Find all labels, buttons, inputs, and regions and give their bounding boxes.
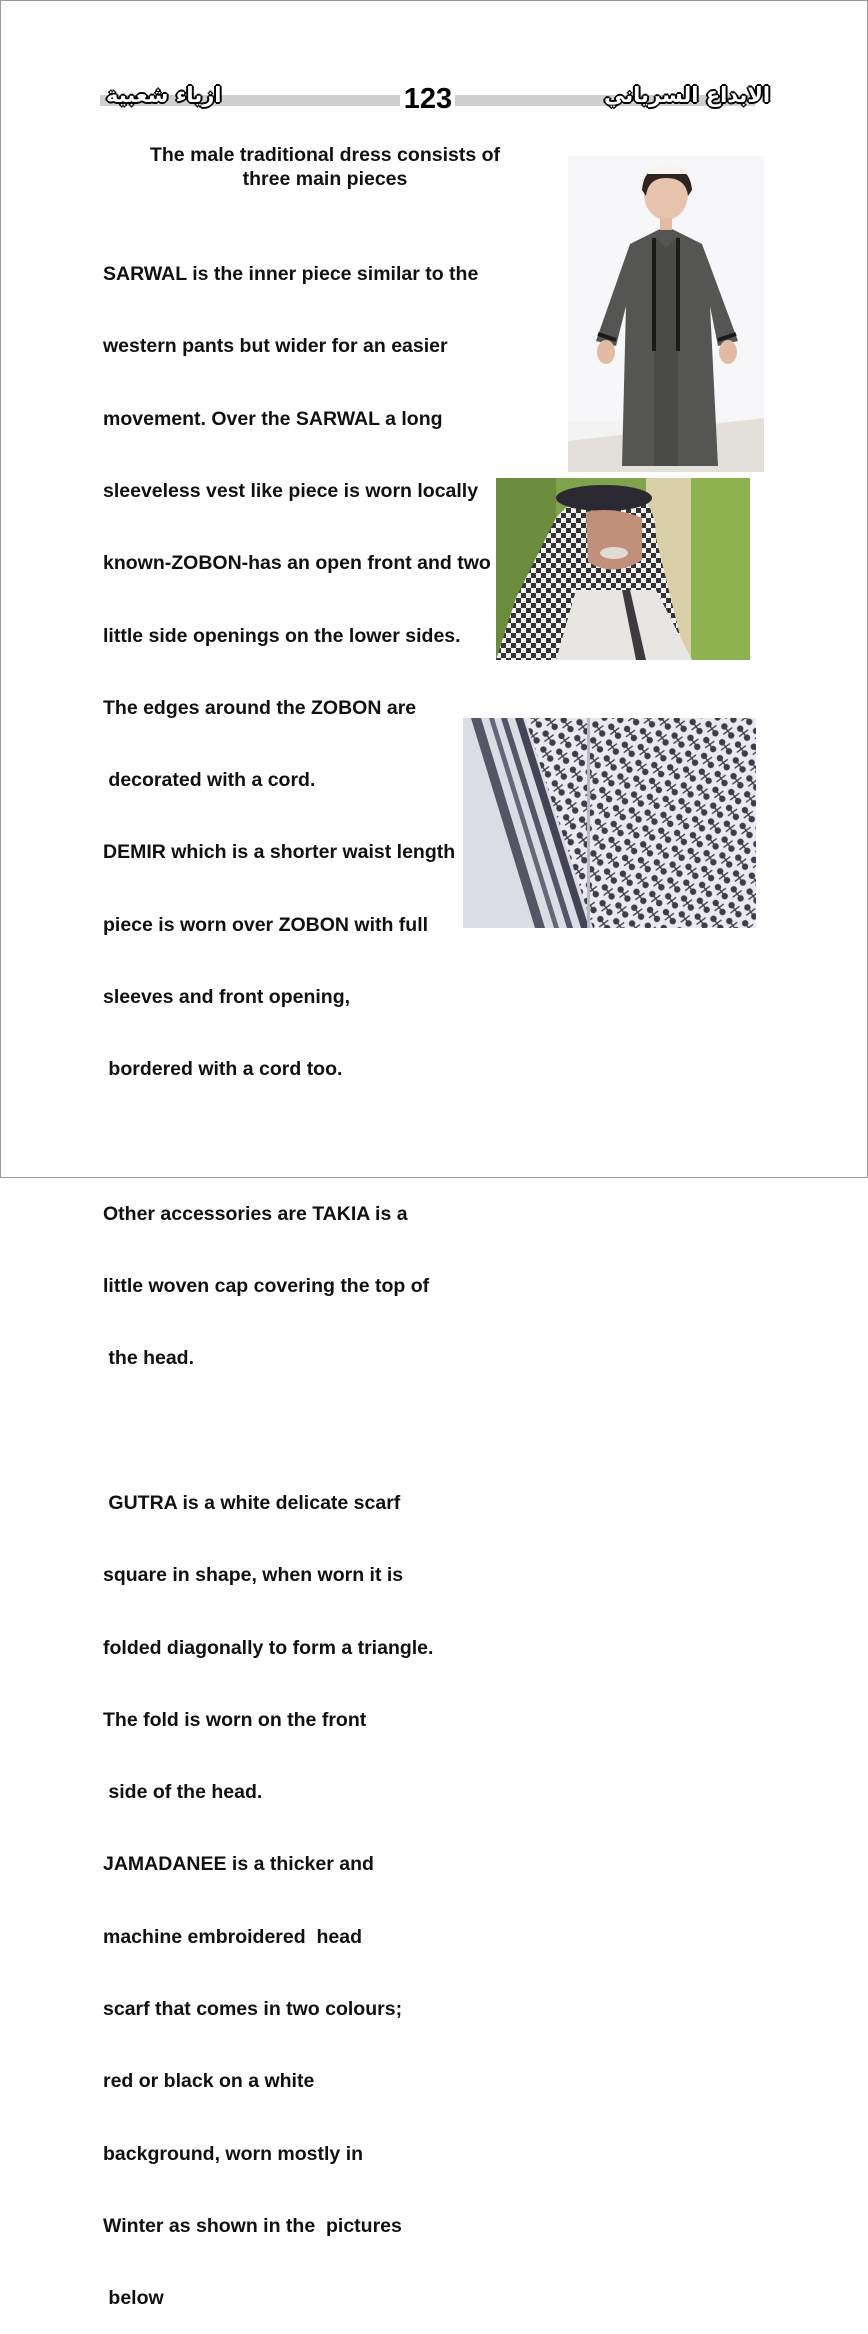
body-line: The fold is worn on the front xyxy=(103,1708,367,1731)
body-line: scarf that comes in two colours; xyxy=(103,1997,403,2020)
body-line: known-ZOBON-has an open front and two xyxy=(103,552,491,575)
body-line: bordered with a cord too. xyxy=(103,1058,343,1081)
body-line: SARWAL is the inner piece similar to the xyxy=(103,263,479,286)
body-line: decorated with a cord. xyxy=(103,769,316,792)
body-line: The edges around the ZOBON are xyxy=(103,696,417,719)
body-line: movement. Over the SARWAL a long xyxy=(103,407,443,430)
header-left-arabic: ازياء شعبية xyxy=(106,83,222,107)
body-line: DEMIR which is a shorter waist length xyxy=(103,841,456,864)
body-line: piece is worn over ZOBON with full xyxy=(103,913,429,936)
body-line: below xyxy=(103,2287,164,2310)
elderly-man-photo xyxy=(496,478,750,660)
body-line: Other accessories are TAKIA is a xyxy=(103,1202,408,1225)
body-line: little woven cap covering the top of xyxy=(103,1275,430,1298)
body-line: folded diagonally to form a triangle. xyxy=(103,1636,434,1659)
header-right-arabic: الابداع السرياني xyxy=(604,83,771,107)
body-line xyxy=(103,1419,563,1443)
scarf-pattern-photo xyxy=(463,718,756,928)
title-line-2: three main pieces xyxy=(242,168,408,190)
body-line: western pants but wider for an easier xyxy=(103,335,448,358)
body-line: little side openings on the lower sides. xyxy=(103,624,461,647)
body-text xyxy=(103,214,563,2334)
body-line: the head. xyxy=(103,1347,195,1370)
body-line: JAMADANEE is a thicker and xyxy=(103,1853,374,1876)
body-line: square in shape, when worn it is xyxy=(103,1564,404,1587)
body-line: side of the head. xyxy=(103,1781,263,1804)
body-line: sleeveless vest like piece is worn locally xyxy=(103,480,479,503)
body-line: sleeves and front opening, xyxy=(103,986,351,1008)
title-line-1: The male traditional dress consists of xyxy=(149,144,500,166)
body-line: background, worn mostly in xyxy=(103,2142,364,2165)
body-line: Winter as shown in the pictures xyxy=(103,2214,402,2237)
body-line: GUTRA is a white delicate scarf xyxy=(103,1491,401,1514)
body-line: machine embroidered head xyxy=(103,1925,362,1948)
boy-photo xyxy=(568,156,764,472)
page-number: 123 xyxy=(401,82,455,116)
body-line: red or black on a white xyxy=(103,2070,315,2093)
section-title xyxy=(110,143,540,191)
body-line xyxy=(103,1130,563,1154)
